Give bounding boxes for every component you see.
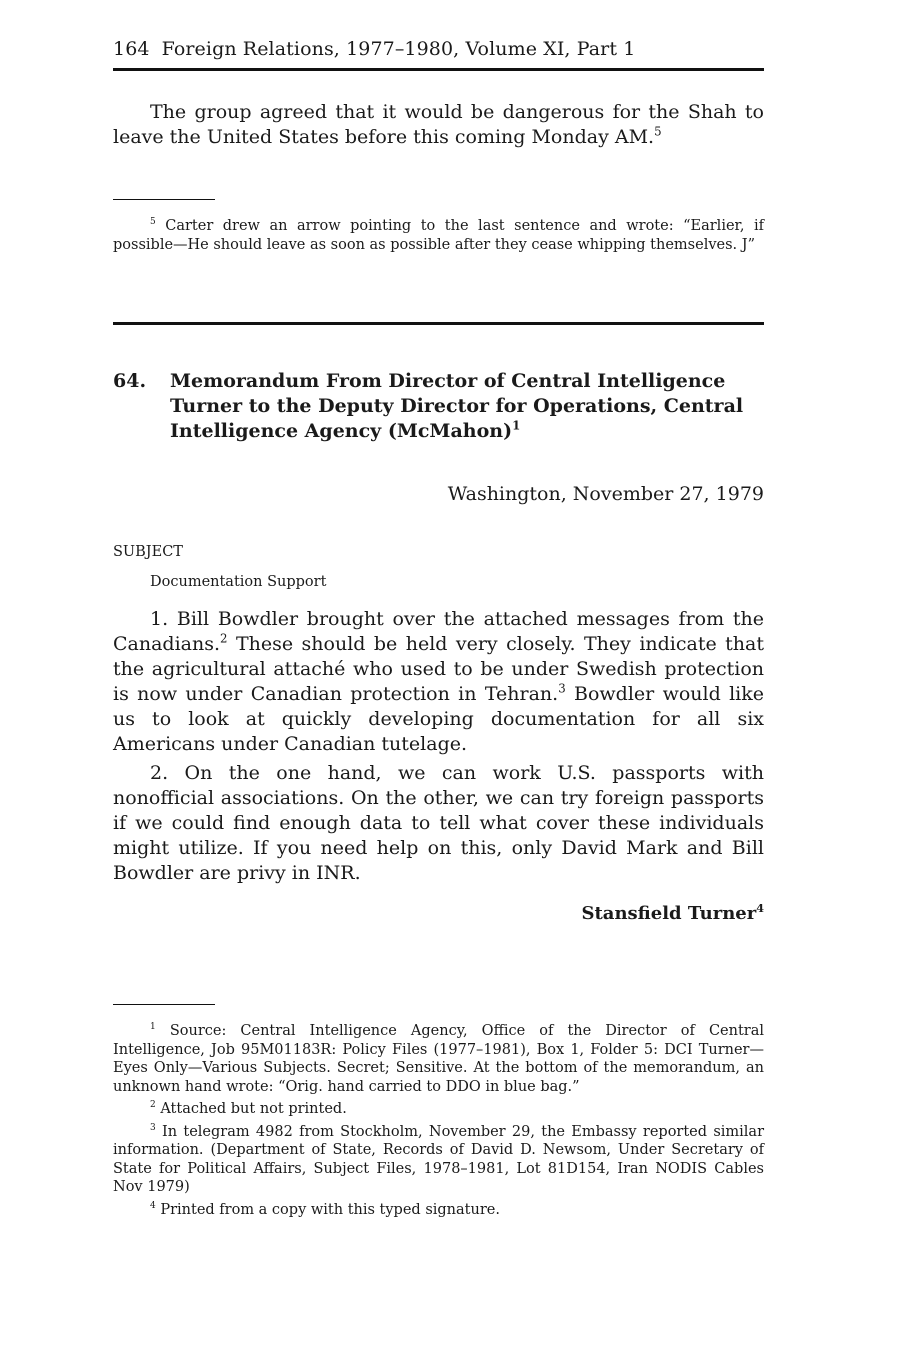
footnote-4: [113, 1201, 764, 1220]
footnote-3: [113, 1123, 764, 1197]
volume-title: Foreign Relations, 1977–1980, Volume XI, Part 1: [161, 38, 636, 60]
subject-value: Documentation Support: [150, 574, 327, 590]
footnote-5-block: [113, 217, 764, 254]
section-divider: [113, 322, 764, 325]
document-title: Memorandum From Director of Central Intelligence Turner to the Deputy Director for Operations, Central Intelligence Agency (McMahon): [170, 370, 744, 442]
signature-name: Stansfield Turner: [581, 903, 757, 924]
footnote-text: Attached but not printed.: [160, 1101, 347, 1117]
footnotes: [113, 1022, 764, 1219]
footnote-ref-1[interactable]: 1: [512, 418, 521, 433]
footnote-marker: 2: [150, 1100, 156, 1111]
footnote-marker: 4: [150, 1200, 156, 1211]
signature: [581, 902, 764, 926]
continued-paragraph-text: The group agreed that it would be dangerous for the Shah to leave the United States before this coming Monday AM.: [113, 101, 764, 148]
footnote-ref-5[interactable]: 5: [654, 124, 662, 139]
footnote-text: Source: Central Intelligence Agency, Office of the Director of Central Intelligence, Job 95M01183R: Policy Files (1977–1981), Box 1, Folder 5: DCI Turner—Eyes Only—Various Subjects. Secret; Sensitive. At the bottom of the memorandum, an unknown hand wrote: “Orig. hand carried to DDO in blue bag.”: [113, 1023, 764, 1095]
memo-paragraph-1: 1. Bill Bowdler brought over the attached messages from the Canadians.$^2$ These should be held very closely. They indicate that the agricultural attaché who used to be under Swedish protection is now under Canadian protection in Tehran.$^3$ Bowdler would like us to look at quickly developing documentation for all six Americans under Canadian tutelage.: [113, 608, 764, 755]
footnote-ref-3[interactable]: 3: [558, 681, 566, 696]
footnote-separator: [113, 199, 215, 200]
footnote-marker: 1: [150, 1022, 156, 1033]
memo-body: [113, 607, 764, 886]
footnote-marker: 3: [150, 1122, 156, 1133]
document-title-block: [170, 369, 764, 444]
footnote-ref-2[interactable]: 2: [220, 631, 228, 646]
footnote-text: Printed from a copy with this typed signature.: [160, 1201, 500, 1218]
subject-label: SUBJECT: [113, 544, 183, 560]
dateline: Washington, November 27, 1979: [447, 483, 764, 505]
header-rule: [113, 68, 764, 71]
footnote-2: [113, 1100, 764, 1119]
footnote-5: [113, 217, 764, 254]
footnote-separator-bottom: [113, 1004, 215, 1005]
footnote-1: [113, 1022, 764, 1096]
footnote-marker: 5: [150, 217, 156, 228]
footnote-text: Carter drew an arrow pointing to the last sentence and wrote: “Earlier, if possible—He should leave as soon as possible after they cease whipping themselves. J”: [113, 218, 765, 253]
continued-paragraph: [113, 100, 764, 150]
document-heading: [113, 369, 764, 444]
page-number: 164: [113, 38, 150, 60]
document-number: 64.: [113, 370, 147, 392]
footnote-ref-4[interactable]: 4: [756, 902, 764, 915]
footnote-text: In telegram 4982 from Stockholm, November 29, the Embassy reported similar information. (Department of State, Records of David D. Newsom, Under Secretary of State for Political Affairs, Subject Files, 1978–1981, Lot 81D154, Iran NODIS Cables Nov 1979): [113, 1123, 765, 1195]
memo-paragraph-2: 2. On the one hand, we can work U.S. passports with nonofficial associations. On the other, we can try foreign passports if we could find enough data to tell what cover these individuals might utilize. If you need help on this, only David Mark and Bill Bowdler are privy in INR.: [113, 762, 764, 884]
running-head: [113, 36, 764, 62]
